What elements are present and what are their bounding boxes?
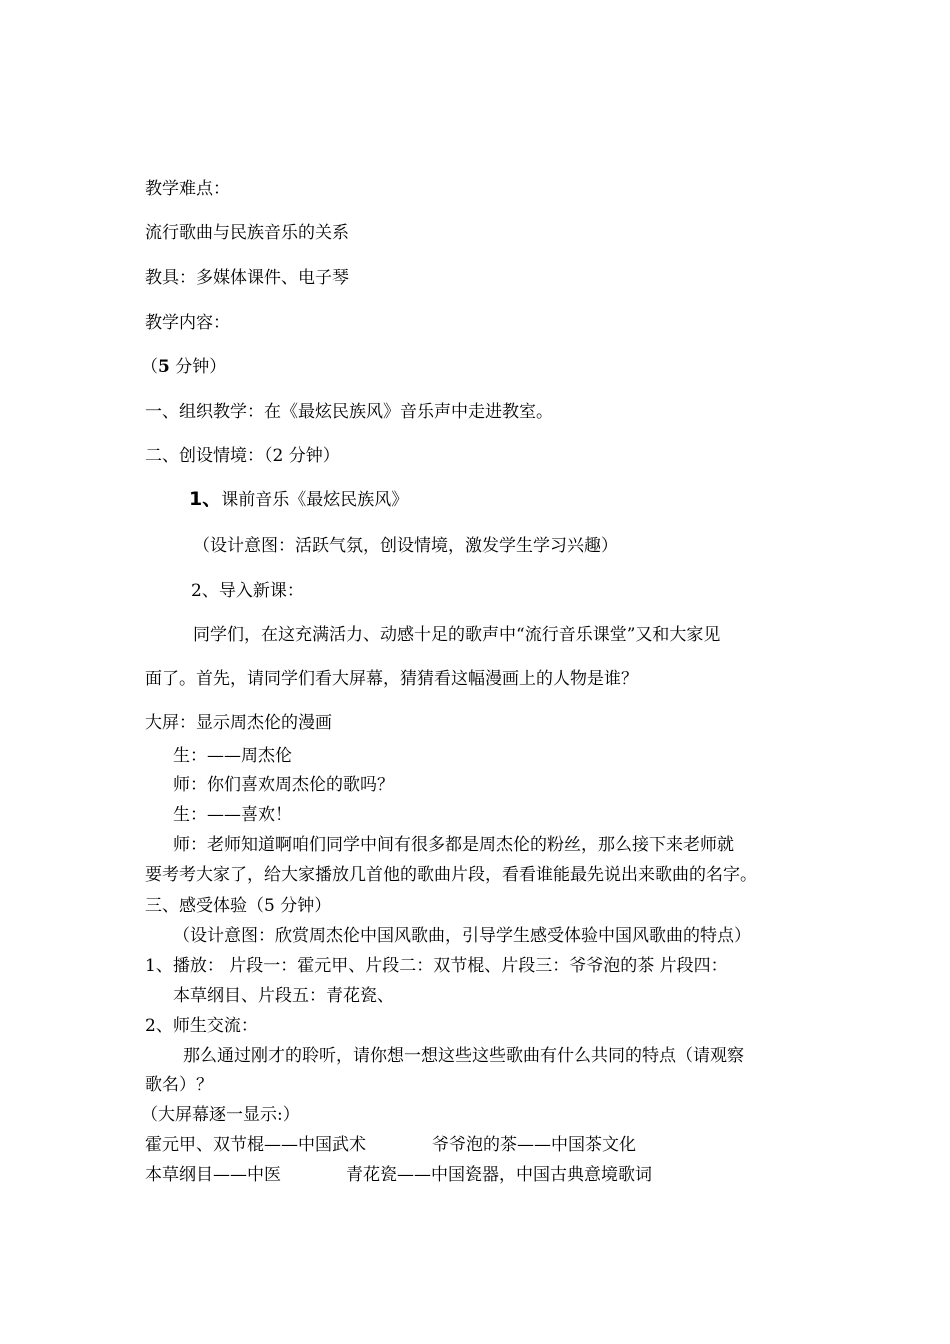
dialog-student-1: 生：——周杰伦 xyxy=(173,746,292,766)
screen-show-cartoon: 大屏：显示周杰伦的漫画 xyxy=(145,713,332,733)
text-difficulty-content: 流行歌曲与民族音乐的关系 xyxy=(145,223,349,243)
heading-teaching-difficulty: 教学难点： xyxy=(145,179,230,199)
text-duration-5min xyxy=(141,357,226,377)
heading-teaching-content: 教学内容： xyxy=(145,313,230,333)
section-3-experience: 三、感受体验（5 分钟） xyxy=(145,896,332,916)
paragraph-students-line-2: 面了。首先，请同学们看大屏幕，猜猜看这幅漫画上的人物是谁？ xyxy=(145,669,638,689)
paren-open: （ xyxy=(141,357,158,377)
section-2-scenario: 二、创设情境：（2 分钟） xyxy=(145,446,340,466)
dialog-teacher-2-line-1: 师：老师知道啊咱们同学中间有很多都是周杰伦的粉丝，那么接下来老师就 xyxy=(173,835,734,855)
item-teacher-student-exchange: 2、师生交流： xyxy=(145,1016,258,1036)
item-2-intro: 2、导入新课： xyxy=(191,581,304,601)
question-line-2: 歌名）？ xyxy=(145,1075,213,1095)
dialog-teacher-2-line-2: 要考考大家了，给大家播放几首他的歌曲片段，看看谁能最先说出来歌曲的名字。 xyxy=(145,865,757,885)
dialog-student-2: 生：——喜欢！ xyxy=(173,805,292,825)
screen-display-note: （大屏幕逐一显示:） xyxy=(141,1105,300,1125)
duration-number: 5 xyxy=(158,357,170,377)
item-1-text: 课前音乐《最炫民族风》 xyxy=(221,490,409,510)
item-number-1: 1、 xyxy=(189,488,222,510)
design-intent-2: （设计意图：欣赏周杰伦中国风歌曲，引导学生感受体验中国风歌曲的特点） xyxy=(173,926,751,946)
paragraph-students-line-1: 同学们，在这充满活力、动感十足的歌声中“流行音乐课堂”又和大家见 xyxy=(193,625,721,645)
question-line-1: 那么通过刚才的聆听，请你想一想这些这些歌曲有什么共同的特点（请观察 xyxy=(183,1046,744,1066)
duration-unit: 分钟） xyxy=(169,357,227,377)
pair-martial-arts: 霍元甲、双节棍——中国武术 xyxy=(145,1135,366,1155)
pair-tea-culture: 爷爷泡的茶——中国茶文化 xyxy=(432,1135,636,1155)
section-1-organize: 一、组织教学：在《最炫民族风》音乐声中走进教室。 xyxy=(145,402,553,422)
pair-porcelain: 青花瓷——中国瓷器，中国古典意境歌词 xyxy=(346,1165,652,1185)
design-intent-1: （设计意图：活跃气氛，创设情境，激发学生学习兴趣） xyxy=(193,536,618,556)
item-1-pre-class-music xyxy=(189,489,408,510)
item-play-clips-line-1: 1、播放： 片段一：霍元甲、片段二：双节棍、片段三：爷爷泡的茶 片段四： xyxy=(145,956,728,976)
pair-chinese-medicine: 本草纲目——中医 xyxy=(145,1165,281,1185)
dialog-teacher-1: 师：你们喜欢周杰伦的歌吗？ xyxy=(173,775,394,795)
text-teaching-tools: 教具：多媒体课件、电子琴 xyxy=(145,268,349,288)
item-play-clips-line-2: 本草纲目、片段五：青花瓷、 xyxy=(173,986,394,1006)
